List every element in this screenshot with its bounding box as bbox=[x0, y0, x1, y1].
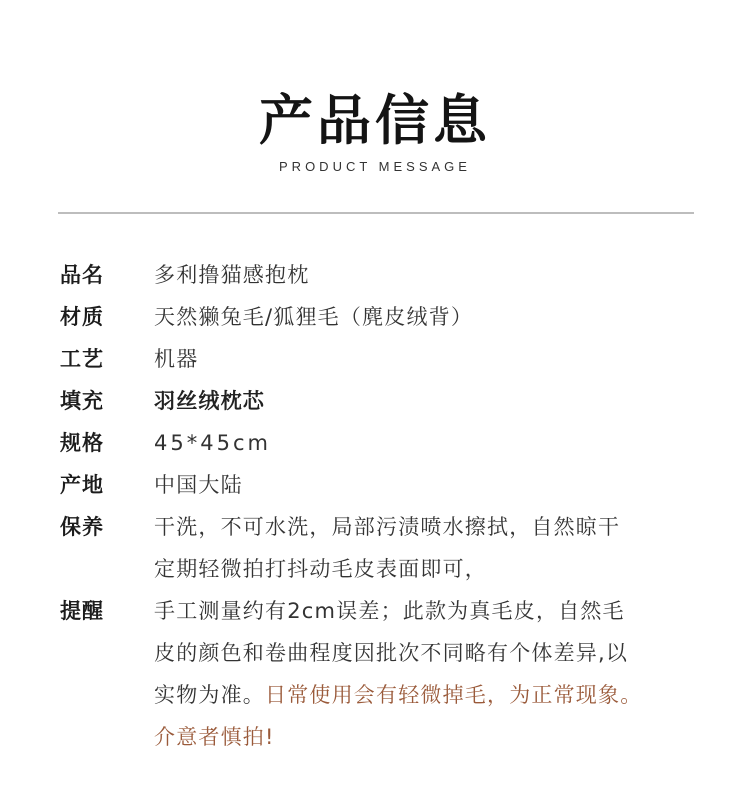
reminder-text: 实物为准。 bbox=[154, 683, 265, 707]
spec-value: 羽丝绒枕芯 bbox=[154, 389, 265, 413]
spec-label: 填充 bbox=[60, 389, 104, 413]
spec-label: 品名 bbox=[60, 263, 104, 287]
spec-row-material bbox=[60, 296, 720, 338]
spec-list bbox=[60, 254, 720, 758]
spec-value bbox=[154, 590, 720, 758]
spec-label: 保养 bbox=[60, 515, 104, 539]
spec-row-size bbox=[60, 422, 720, 464]
spec-value: 天然獭兔毛/狐狸毛（麂皮绒背） bbox=[154, 305, 474, 329]
spec-value: 机器 bbox=[154, 347, 199, 371]
reminder-line: 手工测量约有2cm误差；此款为真毛皮，自然毛 bbox=[154, 599, 625, 623]
spec-value bbox=[154, 506, 720, 590]
care-line: 定期轻微拍打抖动毛皮表面即可， bbox=[154, 557, 487, 581]
reminder-accent-line: 介意者慎拍! bbox=[154, 725, 275, 749]
reminder-line bbox=[154, 674, 720, 716]
reminder-accent-text: 日常使用会有轻微掉毛，为正常现象。 bbox=[265, 683, 643, 707]
page-title: 产品信息 bbox=[259, 89, 491, 152]
page-subtitle: PRODUCT MESSAGE bbox=[279, 159, 471, 174]
spec-label: 材质 bbox=[60, 305, 104, 329]
spec-value: 多利撸猫感抱枕 bbox=[154, 263, 310, 287]
spec-row-origin bbox=[60, 464, 720, 506]
spec-value: 中国大陆 bbox=[154, 473, 243, 497]
spec-label: 产地 bbox=[60, 473, 104, 497]
spec-label: 工艺 bbox=[60, 347, 104, 371]
spec-value: 45*45cm bbox=[154, 431, 271, 455]
spec-row-craft bbox=[60, 338, 720, 380]
spec-row-filling bbox=[60, 380, 720, 422]
spec-row-reminder bbox=[60, 590, 720, 758]
spec-row-care bbox=[60, 506, 720, 590]
divider bbox=[58, 212, 694, 214]
care-line: 干洗，不可水洗，局部污渍喷水擦拭，自然晾干 bbox=[154, 515, 621, 539]
spec-label: 提醒 bbox=[60, 599, 104, 623]
reminder-line: 皮的颜色和卷曲程度因批次不同略有个体差异,以 bbox=[154, 641, 629, 665]
spec-label: 规格 bbox=[60, 431, 104, 455]
spec-row-name bbox=[60, 254, 720, 296]
